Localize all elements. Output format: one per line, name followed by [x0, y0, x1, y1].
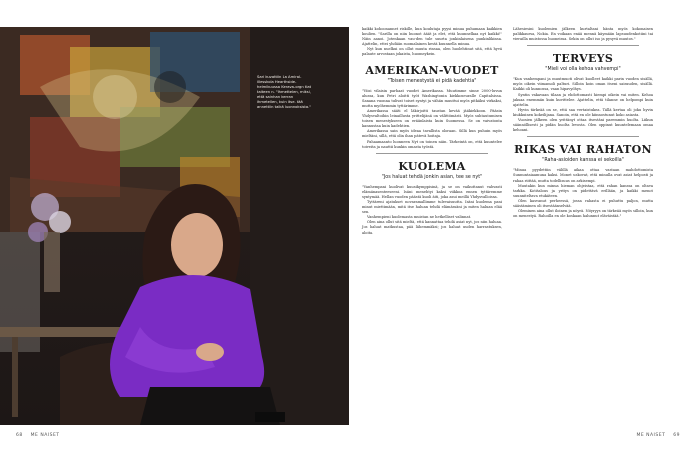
section-divider [527, 136, 639, 137]
body-paragraph: Vuosien jälkeen olen yrittänyt ottaa itsestäni paremmin huolta. Liikun säännöllisesti ja pidän huolta levosta. Olen oppinut kuuntelemaan omaa kehoani. [513, 118, 653, 133]
body-paragraph: "Minua pyydettiin välillä aikaa ottaa vastaan mahdottomista Sunnuntaiaamuna kaksi. Monet uskovat, että minulla ovat asiat helposti ja rahaa riittää, mutta todellisuus on arkisempi. [513, 168, 653, 183]
section-heading-rikas-vai-rahaton: RIKAS VAI RAHATON [514, 143, 652, 157]
section-subheading: "Jos haluat tehdä jonkin asian, tee se nyt" [381, 174, 483, 180]
section-divider [527, 45, 639, 46]
body-paragraph: Hyvin tärkeää on se, että saa vertaistukea. Tällä kertaa oli joku hyvin kiukkuinen kokeilijana. Sanoin, että en ole kiinnostunut koko asiasta. [513, 107, 653, 117]
body-paragraph: Vanhempieni kuolemasta muistan ne hetkelliset valinnat. [367, 215, 472, 220]
body-paragraph: Amerikassa sääti el läkirjoitti taustan kevää jääkiekkoon. Pääsin Yhdysvaltoihin leinaillusta yrittelijänä on välittömästi. Myös suhtautumisen toisen menestykseen on eräänlaista kuin Suomessa. Se on vaivatonta kannustaa kuin kadehtien. [362, 108, 502, 129]
page-number-right: 69 [673, 433, 680, 438]
left-folio [16, 433, 60, 438]
section-subheading: "Mieli voi olla kehoa vahvempi" [545, 67, 621, 73]
intro-paragraph: Lähesiesini kuolemien jälkeen kurtaltani hänta myös kokonaisen palikkaursa, Nokia. En voikaan enää mennä käymään lapsuudenkotiini tai vierailla muistossa huoneissa. Sekin on ollut iso ja pysyvä muutos." [513, 27, 653, 42]
body-paragraph: Tyttäreni ajatukset novaramallimme tulevaisuutta. Isäni kuolema pani minut miettimään, mitä itse haluan tehdä elämässäni ja miten haluan elää sen. [362, 199, 502, 215]
section-heading-kuolema: KUOLEMA [398, 159, 466, 173]
body-paragraph: Oleminen aina ollut iloinen ja nöyrä. Nöyryys on tärkeää myös silloin, kun on menestyä. Rahoilla en ole koskaan halunnut eläväistää." [513, 209, 653, 219]
section-subheading: "Raha-asioiden kanssa ei sekoilla" [542, 158, 624, 164]
intro-paragraph: kaikki kohoonannet riskille, kun koulutaja pyysi minua puhumaan kaikkien koulien. "Sarilla on niin huonot ääät ja elet, että kuunnelkaa nyt kaikki!" Näin aanoi. Jotenkaan vau-den tule suurta jonkinlaisena punkinlikinsa. Ajattelin, ettei yhdään suomalainen kestä kuunnella minua. [362, 27, 502, 47]
body-paragraph: "Vanhempani kuolivat kuusikymppisinä, ja se on vaikuttanut vahvasti elämänasenteeseeni. Isäni menehtyi kaksi viikkoa ennen tyttäremme syntymää. Hellan vuoden päästä kuoli äiti, joka asui meillä Yhdysvalloissa. [362, 184, 502, 199]
body-paragraph: Pahaamaanto luonneen Nyt on toinen näin. Tärkeintä on, että kuuntelee toiveita ja nauttii kunkin omasta työstä. [362, 139, 502, 149]
text-column-1 [362, 27, 502, 236]
section-divider [376, 153, 488, 154]
body-paragraph: Syntin vakavaan tilaan ja ehdottomasti hiempi oikein vai miten. Kehoa jaksaa enemmän kuin kuvittelee. Ajattelin, että tilanne on helpompi kuin ajattelin. [513, 92, 653, 107]
section-subheading: "Toisen menestystä ei pidä kadehtia" [387, 78, 477, 84]
body-paragraph: Olen kasvanut perheessä, jossa rahasta ei puhuttu paljon, mutta säästäminen oli itsestäänselvää. [513, 198, 653, 208]
magazine-name-right: ME NAISET [636, 433, 666, 438]
page-number-left: 68 [16, 433, 23, 438]
section-heading-amerikan-vuodet: AMERIKAN-VUODET [365, 63, 499, 77]
body-paragraph: Muutakin kun minua hieman ohjeistaa, että rahan kanssa on oltava tarkka. Kotitalous ja yritys on pidettävä erillään, ja kaikki menot suunniteltava etukäteen. [513, 183, 653, 198]
photo-caption-text: Sari kuvattiin La Amiral-illesskola Hearthside-helmikuussa Kerava-orgn tlat taiteen n. "Ihmettelen, miksi, että sainhan kerran ihmetellen, kuin itse. tää annettiin taikä luonnoksista." [257, 75, 312, 109]
magazine-name-left: ME NAISET [30, 433, 60, 438]
photo-caption [257, 75, 313, 110]
right-folio [636, 433, 680, 438]
body-paragraph: Olen aina ollut sitä mieltä, että kannattaa tehdä asiat nyt, jos niin haluaa. Jos haluat matkustaa, pää lähemmäksi; jos haluat uuden harrastuksen, aloita. [362, 220, 502, 235]
body-paragraph: Amerikassa sain myös ideaa tavallista oloraan. Sillä kun puhuin myös mieltäni, sillä, että olin ihan pätevä hoitaja. [362, 129, 502, 139]
body-paragraph: "Viisi vilaisin parhaat vuodet Amerikassa. Muutimme sinne 2000-luvun alussa, kun Petri aloitti työt Washingtonin kiekkoseuralle Capitalsissa. Sanana vuonna tulivat toiset syntyi ja vähän muuttui myös pitkäksi virkaksi, mutta myöhemmin tyttärimme. [362, 88, 502, 108]
section-heading-terveys: TERVEYS [552, 52, 614, 66]
text-column-2 [513, 27, 653, 219]
body-paragraph: "Kun vanhempani ja muutmuoti olivat kuolleet kaikki parin vuoden sisällä, myös oikein viimamoli palturi. Silloin koin oman itseni sairauden, sisällä. Kaikki oli kunnossa, vaan hipavyöhys. [513, 77, 653, 92]
portrait-photo [0, 27, 349, 425]
intro-paragraph: Nyt kun nuelkui on ollut muuta rinsaa, olen huolehtinut sitä, että hyvä palaute arvostaan jokaista, huomeykein. [362, 47, 502, 57]
